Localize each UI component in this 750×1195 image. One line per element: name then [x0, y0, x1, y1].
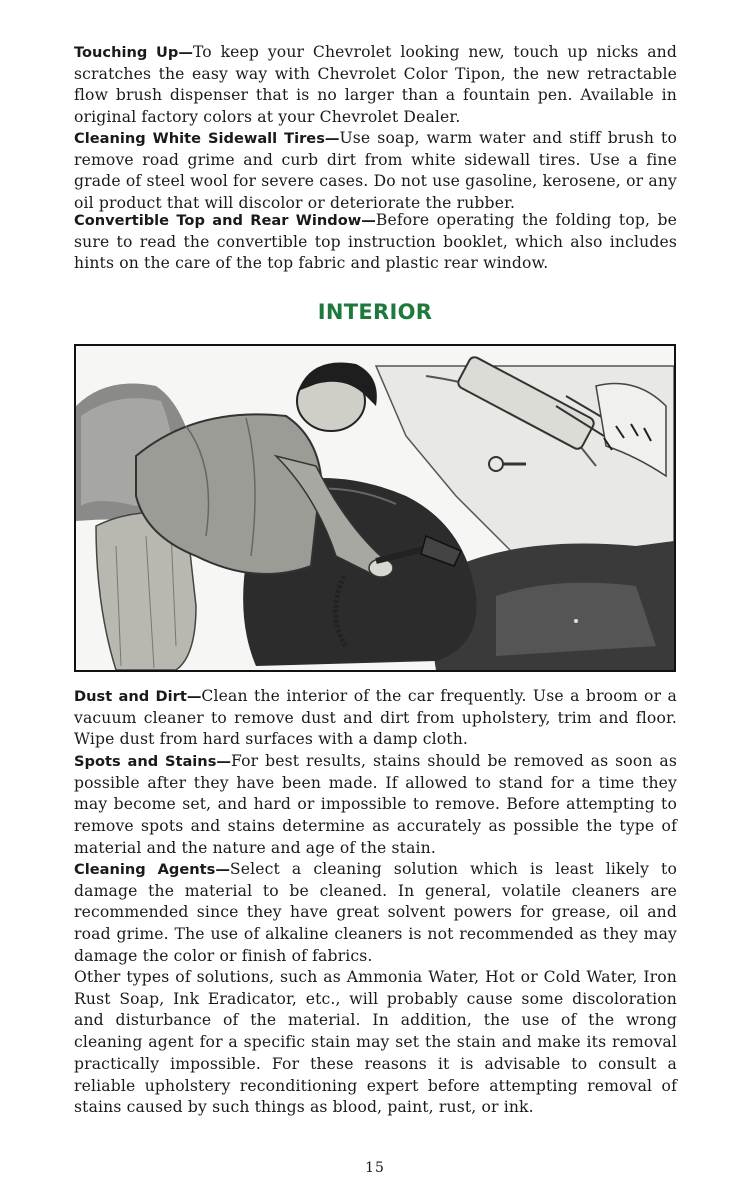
- cleaning-agents-text: Select a cleaning solution which is least likely to damage the material to be cleaned. In general, volatile cleaners are recommended since they have great solvent powers for grease, oil and road grime. The use of alkaline cleaners is not recommended as they may damage the color or finish of fabrics.: [74, 860, 677, 965]
- spots-and-stains-heading: Spots and Stains—: [74, 753, 231, 770]
- dust-and-dirt-text: Clean the interior of the car frequently. Use a broom or a vacuum cleaner to remove dust and dirt from upholstery, trim and floor. Wipe dust from hard surfaces with a damp cloth.: [74, 687, 677, 749]
- dust-and-dirt-heading: Dust and Dirt—: [74, 688, 202, 705]
- convertible-top-heading: Convertible Top and Rear Window—: [74, 212, 376, 229]
- other-solutions-paragraph: [74, 967, 677, 1119]
- other-solutions-text: Other types of solutions, such as Ammonia Water, Hot or Cold Water, Iron Rust Soap, Ink Eradicator, etc., will probably cause some discoloration and disturbance of the material. In addition, the use of the wrong cleaning agent for a specific stain may set the stain and make its removal practically impossible. For these reasons it is advisable to consult a reliable upholstery reconditioning expert before attempting removal of stains caused by such things as blood, paint, rust, or ink.: [74, 968, 677, 1117]
- sidewall-tires-heading: Cleaning White Sidewall Tires—: [74, 130, 340, 147]
- sidewall-tires-paragraph: [74, 128, 677, 215]
- sidewall-tires-text: Use soap, warm water and stiff brush to remove road grime and curb dirt from white sidewall tires. Use a fine grade of steel wool for severe cases. Do not use gasoline, kerosene, or any oil product that will discolor or deteriorate the rubber.: [74, 129, 678, 213]
- touching-up-heading: Touching Up—: [74, 44, 193, 61]
- touching-up-text: To keep your Chevrolet looking new, touch up nicks and scratches the easy way with Chevrolet Color Tipon, the new retractable flow brush dispenser that is no larger than a fountain pen. Available in original factory colors at your Chevrolet Dealer.: [74, 43, 677, 127]
- cleaning-agents-heading: Cleaning Agents—: [74, 861, 230, 878]
- page-number: 15: [365, 1160, 385, 1176]
- man-vacuuming-car-interior-illustration: [74, 344, 676, 672]
- spots-and-stains-text: For best results, stains should be removed as soon as possible after they have been made. If allowed to stand for a time they may become set, and hard or impossible to remove. Before attempting to remove spots and stains determine as accurately as possible the type of material and the nature and age of the stain.: [74, 752, 678, 857]
- spots-and-stains-paragraph: [74, 751, 677, 860]
- dust-and-dirt-paragraph: [74, 686, 677, 751]
- convertible-top-text: Before operating the folding top, be sure to read the convertible top instruction booklet, which also includes hints on the care of the top fabric and plastic rear window.: [74, 211, 677, 273]
- interior-section-heading: INTERIOR: [317, 300, 433, 324]
- touching-up-paragraph: [74, 42, 677, 129]
- convertible-top-paragraph: [74, 210, 677, 275]
- cleaning-agents-paragraph: [74, 859, 677, 968]
